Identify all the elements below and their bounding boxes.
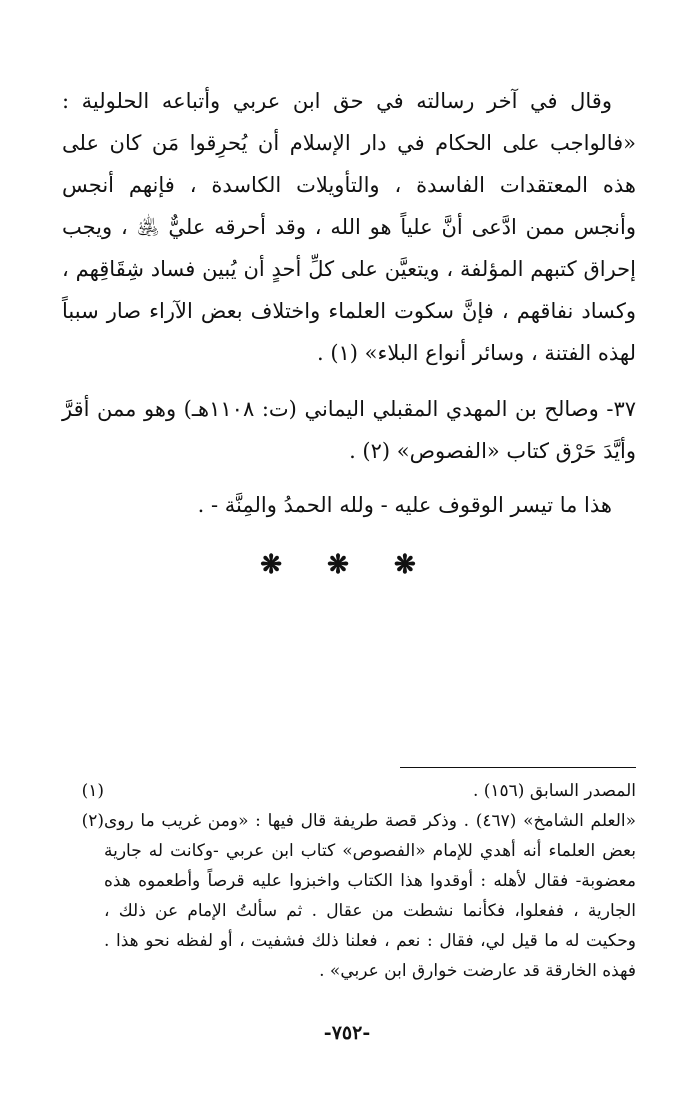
section-separator: ❋ ❋ ❋: [260, 550, 434, 580]
footnote-text: «العلم الشامخ» (٤٦٧) . وذكر قصة طريفة قال فيها : «ومن غريب ما روى بعض العلماء أنه أهدي للإمام «الفصوص» كتاب ابن عربي -وكانت له جارية معضوبة- فقال لأهله : أوقدوا هذا الكتاب واخبزوا عليه قرصاً وأطعموه هذه الجارية ، ففعلوا، فكأنما نشطت من عقال . ثم سألتُ الإمام عن ذلك ، وحكيت له ما قيل لي، فقال : نعم ، فعلنا ذلك فشفيت ، أو لفظه نحو هذا . فهذه الخارقة قد عارضت خوارق ابن عربي» .: [104, 811, 636, 981]
footnote-1: [62, 776, 636, 806]
footnote-number: (١): [81, 781, 104, 801]
paragraph-quote: وقال في آخر رسالته في حق ابن عربي وأتباعه الحلولية : «فالواجب على الحكام في دار الإسلام أن يُحرِقوا مَن كان على هذه المعتقدات الفاسدة ، والتأويلات الكاسدة ، فإنهم أنجس وأنجس ممن ادَّعى أنَّ علياً هو الله ، وقد أحرقه عليٌّ ﵁ ، ويجب إحراق كتبهم المؤلفة ، ويتعيَّن على كلِّ أحدٍ أن يُبين فساد شِقَاقِهم ، وكساد نفاقهم ، فإنَّ سكوت العلماء واختلاف بعض الآراء صار سبباً لهذه الفتنة ، وسائر أنواع البلاء» (١) .: [62, 89, 636, 365]
footnote-rule: [400, 767, 636, 768]
footnote-2: [62, 806, 636, 986]
paragraph-closing: هذا ما تيسر الوقوف عليه - ولله الحمدُ والمِنَّة - .: [197, 493, 612, 517]
page-number: -٧٥٢-: [323, 1022, 371, 1044]
footnote-number: (٢): [81, 811, 104, 831]
paragraph-entry-37: ٣٧- وصالح بن المهدي المقبلي اليماني (ت: ١١٠٨هـ) وهو ممن أقرَّ وأيَّدَ حَرْق كتاب «الفصوص» (٢) .: [62, 397, 636, 463]
main-text: [62, 80, 636, 526]
footnote-text: المصدر السابق (١٥٦) .: [472, 781, 636, 801]
footnotes: [62, 776, 636, 986]
